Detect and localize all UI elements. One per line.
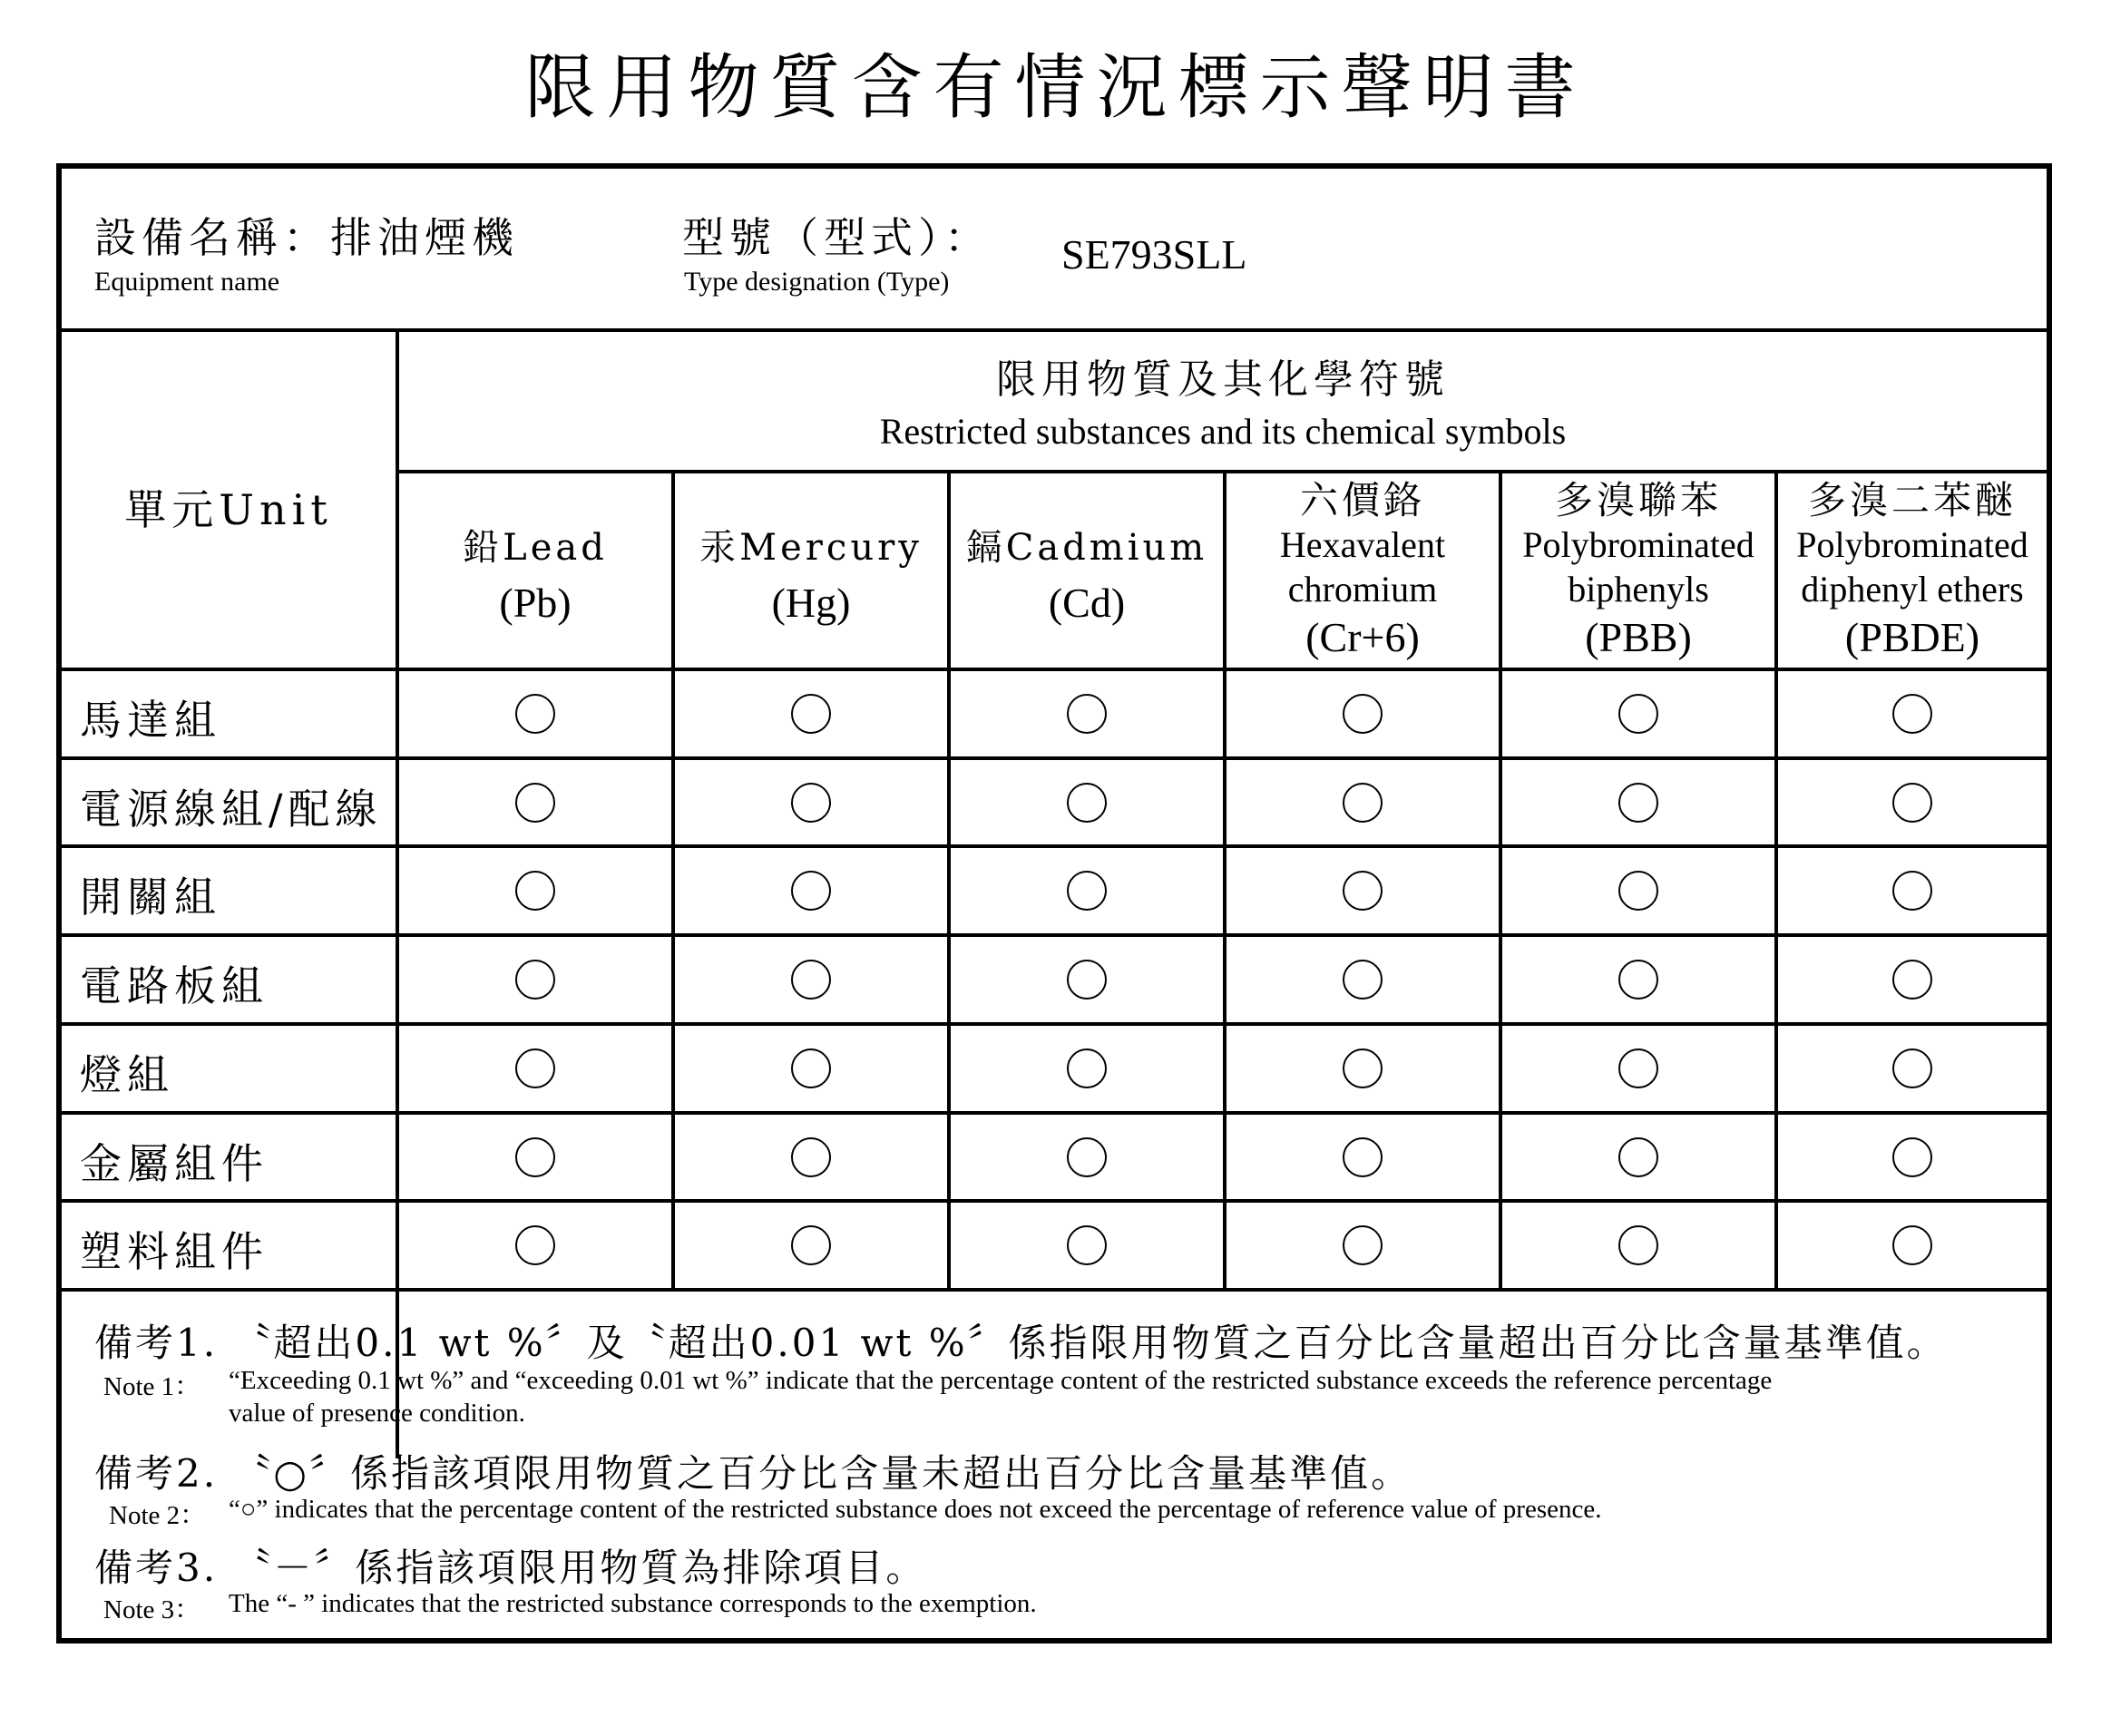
circle-mark: [1892, 694, 1932, 734]
column-header-symbol: (Cd): [1048, 579, 1126, 626]
circle-mark: [515, 871, 555, 911]
circle-mark: [515, 960, 555, 1000]
column-header-label-en: Polybrominated: [1522, 524, 1754, 566]
circle-mark: [1618, 1137, 1658, 1177]
column-header-hexavalent-chromium: [1227, 477, 1499, 663]
type-designation-label: 型號（型式）：: [682, 213, 992, 262]
circle-mark: [515, 694, 555, 734]
circle-mark: [1618, 871, 1658, 911]
column-header-label-en2: diphenyl ethers: [1801, 569, 2024, 610]
circle-mark: [1343, 1048, 1383, 1088]
column-header-symbol: (PBDE): [1844, 613, 1980, 660]
divider: [62, 668, 2047, 671]
note-2-zh: 備考2. 〝○〞係指該項限用物質之百分比含量未超出百分比含量基準值。: [94, 1451, 1412, 1496]
column-header-symbol: (Pb): [499, 579, 572, 626]
circle-mark: [515, 1225, 555, 1265]
column-header-label: 多溴二苯醚: [1807, 478, 2017, 522]
column-header-symbol: (PBB): [1585, 613, 1692, 660]
column-header-symbol: (Hg): [771, 579, 851, 626]
column-header-label-en: Hexavalent: [1279, 524, 1446, 566]
unit-motor: 馬達組: [80, 696, 221, 745]
circle-mark: [1343, 960, 1383, 1000]
column-header-label: 多溴聯苯: [1554, 478, 1722, 522]
circle-mark: [1067, 694, 1107, 734]
divider: [62, 844, 2047, 848]
circle-mark: [1892, 1048, 1932, 1088]
column-header-mercury: [675, 526, 947, 629]
unit-plastic-parts: 塑料組件: [80, 1227, 269, 1276]
note-1-zh: 備考1. 〝超出0.1 wt %〞及〝超出0.01 wt %〞係指限用物質之百分比含量超出百分比含量基準值。: [94, 1321, 1948, 1365]
circle-mark: [791, 1225, 831, 1265]
circle-mark: [1618, 1225, 1658, 1265]
circle-mark: [1343, 694, 1383, 734]
column-header-label: 六價鉻: [1299, 478, 1425, 522]
unit-switch: 開關組: [80, 873, 221, 922]
circle-mark: [791, 1048, 831, 1088]
divider: [62, 933, 2047, 937]
circle-mark: [1618, 694, 1658, 734]
note-1-label: Note 1：: [103, 1372, 201, 1401]
divider: [62, 1288, 2047, 1292]
circle-mark: [515, 1137, 555, 1177]
equipment-name-label-en: Equipment name: [94, 267, 280, 297]
column-header-cadmium: [951, 526, 1223, 629]
circle-mark: [1343, 783, 1383, 823]
circle-mark: [1892, 1225, 1932, 1265]
note-3-en: The “- ” indicates that the restricted substance corresponds to the exemption.: [229, 1589, 1037, 1618]
note-2-en: “○” indicates that the percentage content of the restricted substance does not exceed the percentage of reference value of presence.: [229, 1495, 1602, 1524]
circle-mark: [1067, 1137, 1107, 1177]
circle-mark: [1067, 871, 1107, 911]
circle-mark: [791, 1137, 831, 1177]
type-designation-label-en: Type designation (Type): [684, 267, 950, 297]
circle-mark: [1067, 1225, 1107, 1265]
note-2-label: Note 2：: [109, 1501, 207, 1530]
equipment-name-label: 設備名稱：排油煙機: [94, 213, 519, 262]
divider: [62, 756, 2047, 760]
note-3-zh: 備考3. 〝－〞係指該項限用物質為排除項目。: [94, 1546, 927, 1590]
circle-mark: [1892, 960, 1932, 1000]
column-header-label: 汞Mercury: [699, 527, 923, 569]
circle-mark: [1067, 960, 1107, 1000]
note-3-label: Note 3：: [103, 1595, 201, 1624]
column-header-lead: [399, 526, 671, 629]
unit-circuit-board: 電路板組: [80, 961, 269, 1010]
model-number: SE793SLL: [1061, 231, 1247, 278]
circle-mark: [1343, 1225, 1383, 1265]
circle-mark: [791, 960, 831, 1000]
declaration-table: [56, 163, 2052, 1643]
circle-mark: [1343, 871, 1383, 911]
note-1-en: “Exceeding 0.1 wt %” and “exceeding 0.01 wt %” indicate that the percentage content of the restricted substance exceeds the reference percentage: [229, 1366, 1773, 1395]
circle-mark: [1892, 1137, 1932, 1177]
circle-mark: [515, 783, 555, 823]
unit-column-header: 單元Unit: [124, 485, 333, 534]
circle-mark: [1618, 783, 1658, 823]
divider: [62, 1111, 2047, 1115]
column-header-label-en2: chromium: [1287, 569, 1438, 610]
circle-mark: [1067, 1048, 1107, 1088]
divider: [62, 1199, 2047, 1203]
divider: [62, 1022, 2047, 1026]
unit-lamp: 燈組: [80, 1050, 174, 1099]
divider: [396, 470, 2047, 473]
circle-mark: [1618, 1048, 1658, 1088]
circle-mark: [791, 871, 831, 911]
circle-mark: [1618, 960, 1658, 1000]
column-header-label: 鉛Lead: [463, 527, 608, 569]
document-title: 限用物質含有情況標示聲明書: [524, 47, 1587, 129]
column-header-label: 鎘Cadmium: [965, 527, 1208, 569]
restricted-substances-header: 限用物質及其化學符號: [996, 356, 1450, 403]
column-header-label-en: Polybrominated: [1796, 524, 2028, 566]
circle-mark: [1067, 783, 1107, 823]
circle-mark: [791, 783, 831, 823]
circle-mark: [791, 694, 831, 734]
circle-mark: [1343, 1137, 1383, 1177]
restricted-substances-header-en: Restricted substances and its chemical symbols: [879, 411, 1567, 452]
column-header-pbb: [1502, 477, 1774, 663]
unit-power-cord: 電源線組/配線: [80, 785, 383, 834]
circle-mark: [1892, 871, 1932, 911]
circle-mark: [1892, 783, 1932, 823]
circle-mark: [515, 1048, 555, 1088]
column-header-label-en2: biphenyls: [1568, 569, 1709, 610]
unit-metal-parts: 金屬組件: [80, 1139, 269, 1188]
column-header-symbol: (Cr+6): [1305, 613, 1420, 660]
column-header-pbde: [1778, 477, 2047, 663]
note-1-en-cont: value of presence condition.: [229, 1399, 525, 1428]
divider: [62, 328, 2047, 332]
